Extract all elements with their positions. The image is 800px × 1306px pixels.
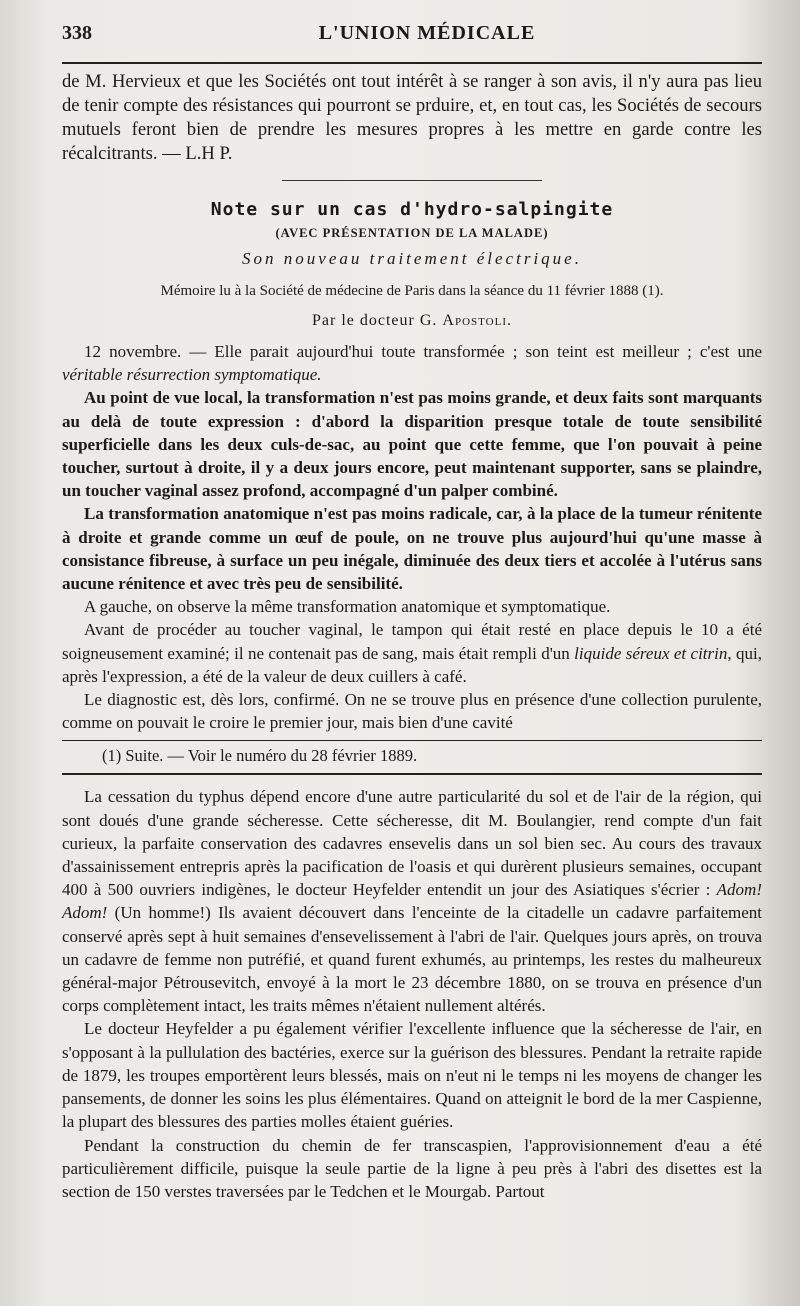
- memoire-note: Mémoire lu à la Société de médecine de Paris dans la séance du 11 février 1888 (1).: [160, 283, 664, 299]
- footnote-rule: [62, 740, 762, 741]
- section-divider: [282, 180, 542, 181]
- article-paragraph-5: [62, 618, 762, 688]
- p5-text-a: Avant de procéder au toucher vaginal, le tampon qui était resté en place depuis le 10 a été soigneusement examiné; il ne contenait pas de sang, mais était rempli d'un: [62, 620, 762, 663]
- feuilleton-rule: [62, 773, 762, 775]
- p1-italic: véritable résurrection symptomatique.: [62, 365, 322, 385]
- p5-text-c: , qui, après l'expression, a été de la valeur de deux cuillers à café.: [62, 643, 762, 686]
- article-subtitle-italic: Son nouveau traitement électrique.: [242, 249, 582, 268]
- article-paragraph-4: A gauche, on observe la même transformation anatomique et symptomatique.: [84, 597, 611, 617]
- feuilleton-paragraph-3: Pendant la construction du chemin de fer transcaspien, l'approvisionnement d'eau a été particulièrement difficile, puisque la seule partie de la ligne à peu près à l'abri des disettes est la section de 150 verstes traversées par le Tedchen et le Mourgab. Partout: [62, 1135, 762, 1201]
- author-prefix: Par le docteur G.: [312, 312, 438, 329]
- article-title: Note sur un cas d'hydro-salpingite: [210, 199, 614, 220]
- author-name: Apostoli.: [442, 312, 512, 329]
- footnote: (1) Suite. — Voir le numéro du 28 février 1889.: [102, 746, 418, 766]
- journal-title: L'UNION MÉDICALE: [318, 22, 536, 44]
- article-subtitle: (AVEC PRÉSENTATION DE LA MALADE): [275, 226, 549, 240]
- feuilleton-paragraph-2: Le docteur Heyfelder a pu également vérifier l'excellente influence que la sécheresse de l'air, en s'opposant à la pullulation des bactéries, exerce sur la guérison des blessures. Pendant la retraite rapide de 1879, les troupes emportèrent leurs blessés, mais on n'eut ni le temps ni les moyens de changer les pansements, de donner les soins les plus élémentaires. Quand on atteignit le bord de la mer Caspienne, la plupart des blessures des parties molles étaient guéries.: [62, 1019, 762, 1132]
- feuilleton-paragraph-1: [62, 785, 762, 1017]
- article-paragraph-6: Le diagnostic est, dès lors, confirmé. On ne se trouve plus en présence d'une collection purulente, comme on pouvait le croire le premier jour, mais bien d'une cavité: [62, 690, 762, 733]
- f1-text-c: (Un homme!) Ils avaient découvert dans l'enceinte de la citadelle un cadavre parfaitement conservé après sept à huit semaines d'ensevelissement à l'abri de l'air. Quelques jours après, on trouva un cadavre de femme non putréfié, et quand furent exhumés, au printemps, les restes du malheureux général-major Pétrousevitch, envoyé à la mort le 23 décembre 1880, on se trouva en présence d'un corps complètement intact, les traits mêmes n'étaient nullement altérés.: [62, 903, 762, 1016]
- f1-text-a: La cessation du typhus dépend encore d'une autre particularité du sol et de l'air de la région, qui sont doués d'une grande sécheresse. Cette sécheresse, dit M. Boulangier, rend compte d'un fait curieux, la parfaite conservation des cadavres ensevelis dans un sol bien sec. Au cours des travaux d'assainissement entrepris après la pacification de l'oasis et qui durèrent plusieurs semaines, occupant 400 à 500 ouvriers indigènes, le docteur Heyfelder entendit un jour des Asiatiques s'écrier :: [62, 787, 762, 900]
- page-number: 338: [62, 22, 92, 44]
- p1-text: 12 novembre. — Elle parait aujourd'hui toute transformée ; son teint est meilleur ; c'est une: [84, 342, 762, 361]
- header-rule: [62, 62, 762, 64]
- intro-paragraph: de M. Hervieux et que les Sociétés ont tout intérêt à se ranger à son avis, il n'y aura pas lieu de tenir compte des résistances qui pourront se prduire, et, en tout cas, les Sociétés de secours mutuels feront bien de prendre les mesures propres à les mettre en garde contre les récalcitrants. — L.H P.: [62, 71, 762, 164]
- article-paragraph-3: La transformation anatomique n'est pas moins radicale, car, à la place de la tumeur rénitente à droite et grande comme un œuf de poule, on ne trouve plus aujourd'hui qu'une masse à consistance fibreuse, à surface un peu inégale, diminuée des deux tiers et accolée à l'utérus sans aucune rénitence et avec très peu de sensibilité.: [62, 504, 762, 594]
- page-header: [62, 22, 762, 56]
- article-paragraph-2: Au point de vue local, la transformation n'est pas moins grande, et deux faits sont marquants au delà de toute expression : d'abord la disparition presque totale de toute sensibilité superficielle dans les deux culs-de-sac, au point que cette femme, que l'on pouvait à peine toucher, surtout à droite, il y a deux jours encore, peut maintenant supporter, sans se plaindre, un toucher vaginal assez profond, accompagné d'un palper combiné.: [62, 388, 762, 501]
- p5-italic: liquide séreux et citrin: [574, 643, 728, 663]
- author-line: [62, 312, 762, 330]
- article-paragraph-1: [62, 340, 762, 386]
- f1-italic: Adom! Adom!: [62, 880, 762, 923]
